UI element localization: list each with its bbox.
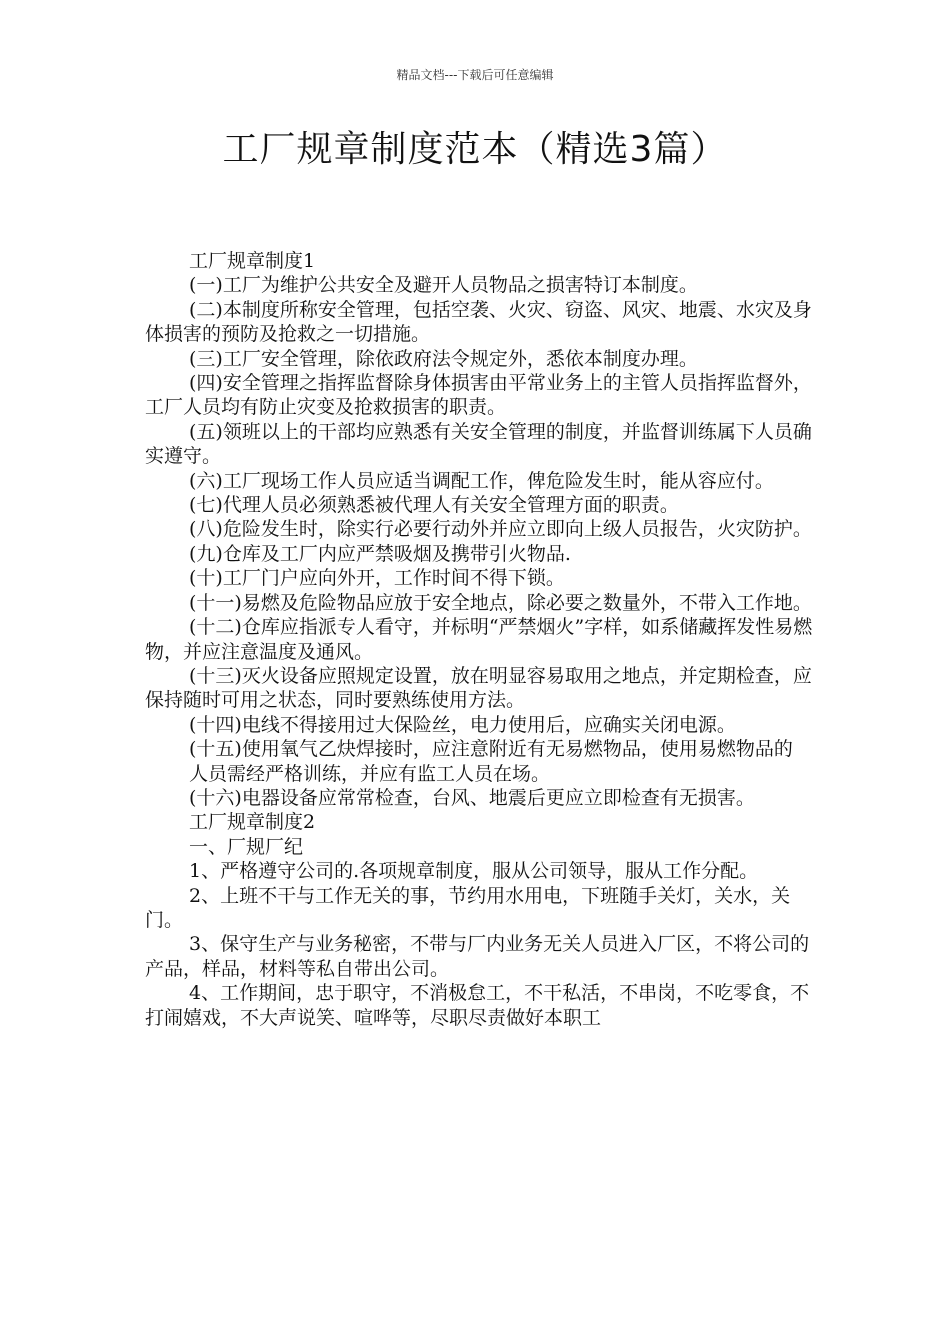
paragraph: (六)工厂现场工作人员应适当调配工作，俾危险发生时，能从容应付。	[189, 469, 774, 492]
paragraph: (十二)仓库应指派专人看守，并标明“严禁烟火”字样，如系储藏挥发性易燃物，并应注意温度及通风。	[145, 616, 813, 663]
paragraph: (五)领班以上的干部均应熟悉有关安全管理的制度，并监督训练属下人员确实遵守。	[145, 420, 812, 468]
paragraph: (二)本制度所称安全管理，包括空袭、火灾、窃盗、风灾、地震、水灾及身体损害的预防及抢救之一切措施。	[145, 298, 812, 346]
document-title: 工厂规章制度范本（精选3篇）	[222, 129, 728, 170]
paragraph: (四)安全管理之指挥监督除身体损害由平常业务上的主管人员指挥监督外，工厂人员均有防止灾变及抢救损害的职责。	[145, 372, 812, 419]
paragraph: 4、工作期间，忠于职守，不消极怠工，不干私活，不串岗，不吃零食，不打闹嬉戏，不大声说笑、喧哗等，尽职尽责做好本职工	[145, 982, 810, 1029]
paragraph: 人员需经严格训练，并应有监工人员在场。	[189, 762, 551, 785]
paragraph: (十六)电器设备应常常检查，台风、地震后更应立即检查有无损害。	[189, 786, 755, 809]
paragraph: 1、严格遵守公司的.各项规章制度，服从公司领导，服从工作分配。	[189, 860, 759, 883]
paragraph: (十四)电线不得接用过大保险丝，电力使用后，应确实关闭电源。	[189, 713, 736, 736]
section-heading: 工厂规章制度2	[189, 811, 316, 834]
section-heading: 工厂规章制度1	[189, 250, 316, 272]
paragraph: (九)仓库及工厂内应严禁吸烟及携带引火物品.	[189, 542, 571, 565]
paragraph: (十五)使用氧气乙炔焊接时，应注意附近有无易燃物品，使用易燃物品的	[189, 738, 793, 761]
paragraph: (一)工厂为维护公共安全及避开人员物品之损害特订本制度。	[189, 274, 698, 297]
paragraph: (七)代理人员必须熟悉被代理人有关安全管理方面的职责。	[189, 494, 679, 517]
header-note: 精品文档---下载后可任意编辑	[396, 68, 554, 82]
paragraph: 3、保守生产与业务秘密，不带与厂内业务无关人员进入厂区，不将公司的产品，样品，材料等私自带出公司。	[145, 933, 810, 980]
paragraph: (十三)灭火设备应照规定设置，放在明显容易取用之地点，并定期检查，应保持随时可用之状态，同时要熟练使用方法。	[145, 664, 812, 712]
paragraph: (三)工厂安全管理，除依政府法令规定外，悉依本制度办理。	[189, 347, 698, 370]
subsection-heading: 一、厂规厂纪	[189, 835, 304, 858]
document-body	[145, 249, 813, 1030]
paragraph: 2、上班不干与工作无关的事，节约用水用电，下班随手关灯，关水，关门。	[145, 884, 791, 931]
paragraph: (八)危险发生时，除实行必要行动外并应立即向上级人员报告，火灾防护。	[189, 518, 812, 541]
paragraph: (十)工厂门户应向外开，工作时间不得下锁。	[189, 567, 565, 590]
paragraph: (十一)易燃及危险物品应放于安全地点，除必要之数量外，不带入工作地。	[189, 591, 812, 614]
